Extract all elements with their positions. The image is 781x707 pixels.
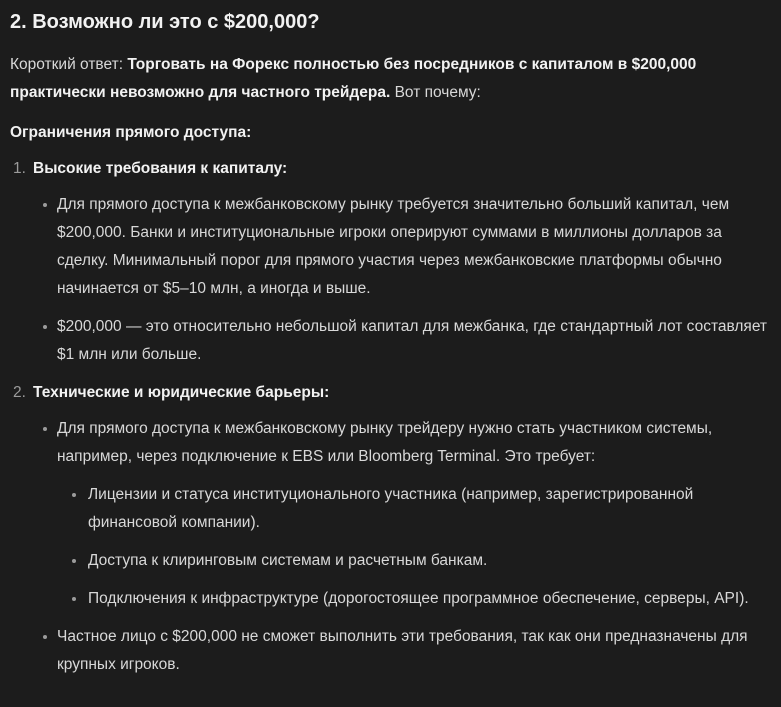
list-number: 1. <box>13 160 26 177</box>
list-item-1-title-row <box>10 155 770 183</box>
bullet-icon <box>72 493 88 497</box>
list-item-2-title-row <box>10 379 770 407</box>
list-item-2 <box>10 379 770 679</box>
bullet-text: Частное лицо с $200,000 не сможет выполнить эти требования, так как они предназначены для крупных игроков. <box>57 628 748 673</box>
bullet-icon <box>43 325 57 329</box>
list-item-title: Технические и юридические барьеры: <box>33 384 330 401</box>
sub-bullet-content <box>88 481 770 537</box>
sub-bullet-list <box>72 481 770 613</box>
sub-bullet-item <box>72 481 770 537</box>
bullet-item <box>43 191 770 303</box>
bullet-content <box>57 415 770 613</box>
bullet-item <box>43 623 770 679</box>
bullet-icon <box>72 597 88 601</box>
bullet-text: $200,000 — это относительно небольшой капитал для межбанка, где стандартный лот составляет $1 млн или больше. <box>57 318 768 363</box>
bullet-item <box>43 313 770 369</box>
intro-bold-statement: Торговать на Форекс полностью без посредников с капиталом в $200,000 практически невозможно для частного трейдера. <box>10 56 697 101</box>
bullet-text: Для прямого доступа к межбанковскому рынку требуется значительно больший капитал, чем $200,000. Банки и институциональные игроки оперируют суммами в миллионы долларов за сделку. Минимальный порог для прямого участия через межбанковские платформы обычно начинается от $5–10 млн, а иногда и выше. <box>57 196 730 297</box>
section-heading: 2. Возможно ли это с $200,000? <box>10 11 320 33</box>
sub-bullet-item <box>72 547 770 575</box>
sub-bullet-content <box>88 547 770 575</box>
list-item-1-bullets <box>43 191 770 369</box>
sub-bullet-text: Доступа к клиринговым системам и расчетным банкам. <box>88 552 488 569</box>
subheading <box>10 119 770 147</box>
subheading-text: Ограничения прямого доступа: <box>10 124 252 141</box>
bullet-icon <box>72 559 88 563</box>
bullet-icon <box>43 203 57 207</box>
sub-bullet-item <box>72 585 770 613</box>
bullet-item <box>43 415 770 613</box>
list-item-title: Высокие требования к капиталу: <box>33 160 288 177</box>
numbered-list <box>10 155 770 679</box>
list-item-2-bullets <box>43 415 770 679</box>
sub-bullet-content <box>88 585 770 613</box>
intro-paragraph <box>10 51 770 107</box>
sub-bullet-text: Лицензии и статуса институционального участника (например, зарегистрированной финансовой компании). <box>88 486 694 531</box>
bullet-content <box>57 191 770 303</box>
bullet-content <box>57 623 770 679</box>
bullet-content <box>57 313 770 369</box>
bullet-icon <box>43 635 57 639</box>
intro-suffix: Вот почему: <box>390 84 481 101</box>
list-number: 2. <box>13 384 26 401</box>
sub-bullet-text: Подключения к инфраструктуре (дорогостоящее программное обеспечение, серверы, API). <box>88 590 749 607</box>
intro-prefix: Короткий ответ: <box>10 56 128 73</box>
list-item-1 <box>10 155 770 369</box>
bullet-icon <box>43 427 57 431</box>
bullet-text: Для прямого доступа к межбанковскому рынку трейдеру нужно стать участником системы, например, через подключение к EBS или Bloomberg Terminal. Это требует: <box>57 420 713 465</box>
